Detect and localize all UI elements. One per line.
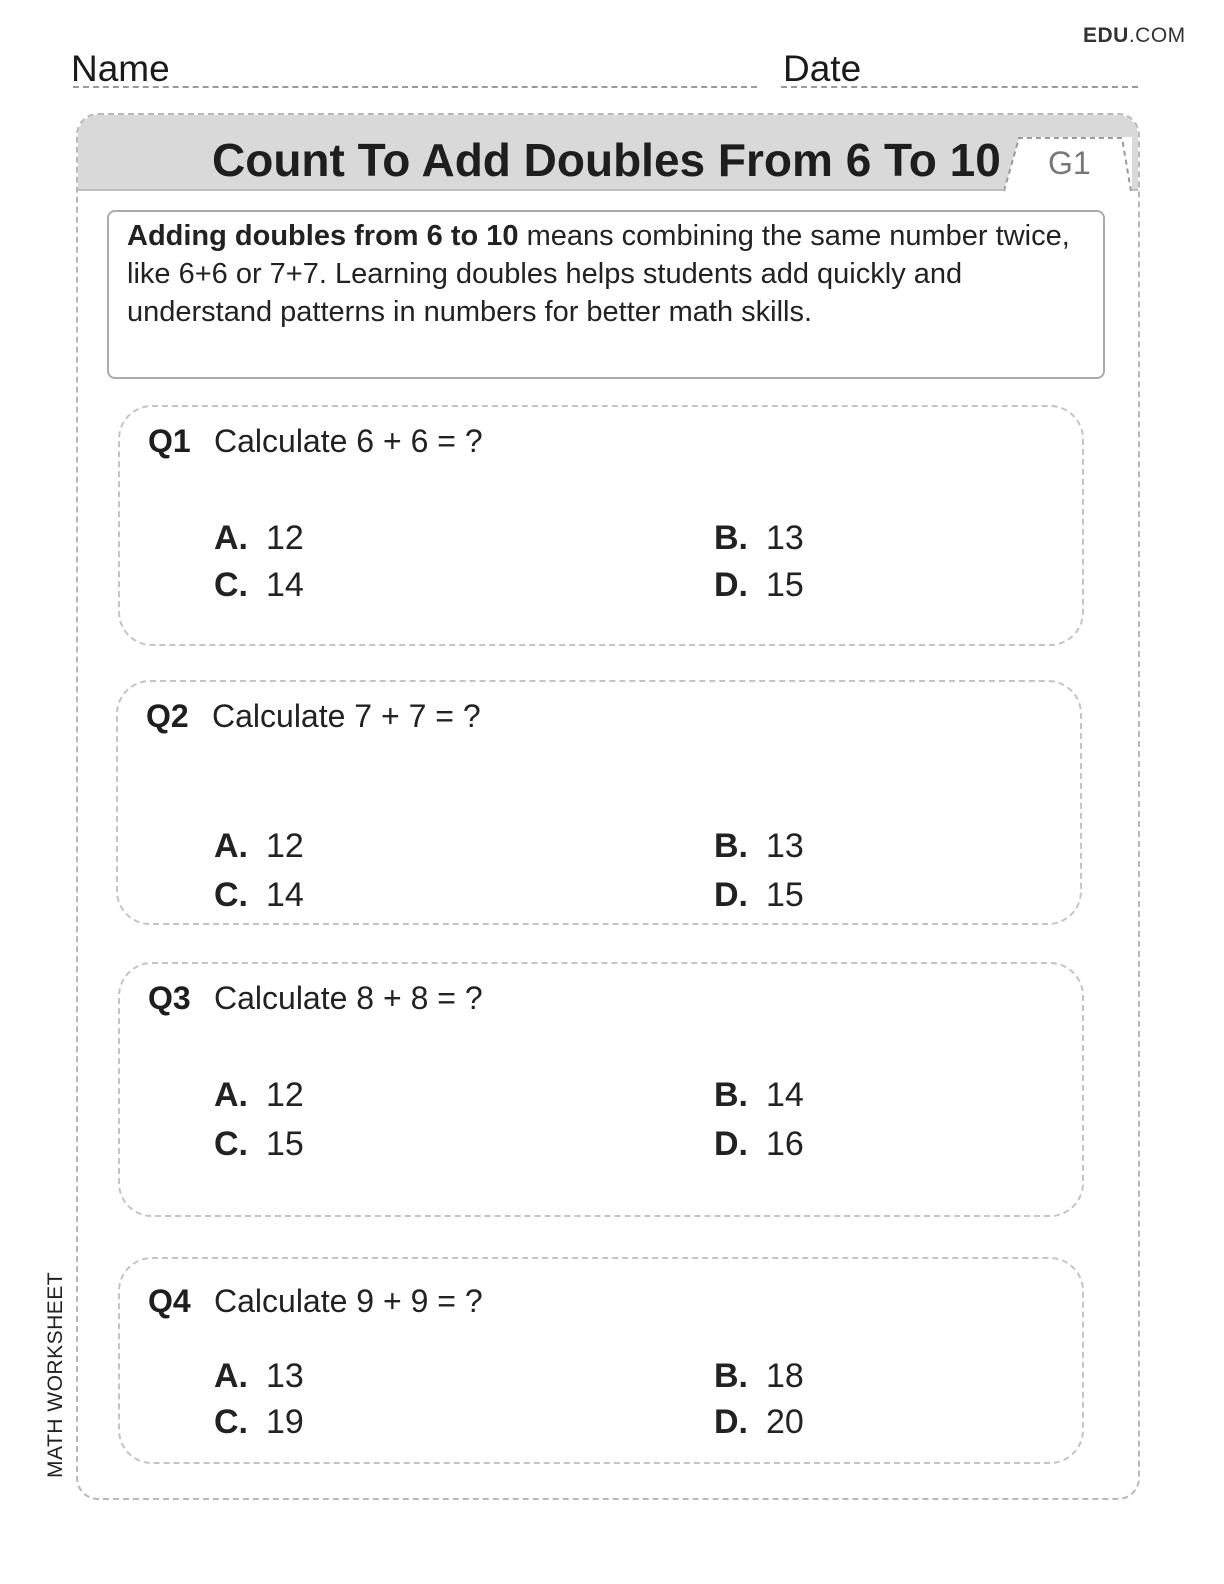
question-number: Q1 [148, 423, 191, 459]
side-label: MATH WORKSHEET [44, 1271, 67, 1478]
question-text: Calculate 7 + 7 = ? [212, 698, 481, 734]
question-card-3 [118, 962, 1084, 1217]
question-number: Q3 [148, 980, 191, 1016]
option-c[interactable]: C. 14 [214, 876, 304, 914]
intro-bold: Adding doubles from 6 to 10 [127, 220, 519, 252]
question-text: Calculate 9 + 9 = ? [214, 1283, 483, 1319]
option-d[interactable]: D. 16 [714, 1125, 804, 1163]
question-card-1 [118, 405, 1084, 646]
question-text: Calculate 8 + 8 = ? [214, 980, 483, 1016]
option-b[interactable]: B. 18 [714, 1357, 804, 1395]
date-line [781, 86, 1138, 88]
grade-badge: G1 [1048, 145, 1091, 181]
option-d[interactable]: D. 15 [714, 876, 804, 914]
question-card-2 [116, 680, 1082, 925]
edu-logo: EDU.COM [1083, 24, 1186, 47]
question-card-4 [118, 1257, 1084, 1464]
intro-text: means combining the same number twice, like 6+6 or 7+7. Learning doubles helps students add quickly and understand patterns in numbers for better math skills. [127, 220, 1070, 328]
option-a[interactable]: A. 12 [214, 1076, 304, 1114]
name-label: Name [71, 48, 170, 89]
option-c[interactable]: C. 19 [214, 1403, 304, 1441]
worksheet-title: Count To Add Doubles From 6 To 10 [212, 134, 1001, 186]
option-a[interactable]: A. 12 [214, 827, 304, 865]
option-d[interactable]: D. 15 [714, 566, 804, 604]
option-c[interactable]: C. 15 [214, 1125, 304, 1163]
option-d[interactable]: D. 20 [714, 1403, 804, 1441]
option-a[interactable]: A. 12 [214, 519, 304, 557]
option-a[interactable]: A. 13 [214, 1357, 304, 1395]
question-text: Calculate 6 + 6 = ? [214, 423, 483, 459]
option-c[interactable]: C. 14 [214, 566, 304, 604]
intro-box [107, 210, 1105, 379]
option-b[interactable]: B. 13 [714, 827, 804, 865]
name-line [73, 86, 757, 88]
question-number: Q2 [146, 698, 189, 734]
option-b[interactable]: B. 14 [714, 1076, 804, 1114]
question-number: Q4 [148, 1283, 191, 1319]
option-b[interactable]: B. 13 [714, 519, 804, 557]
date-label: Date [783, 48, 862, 89]
